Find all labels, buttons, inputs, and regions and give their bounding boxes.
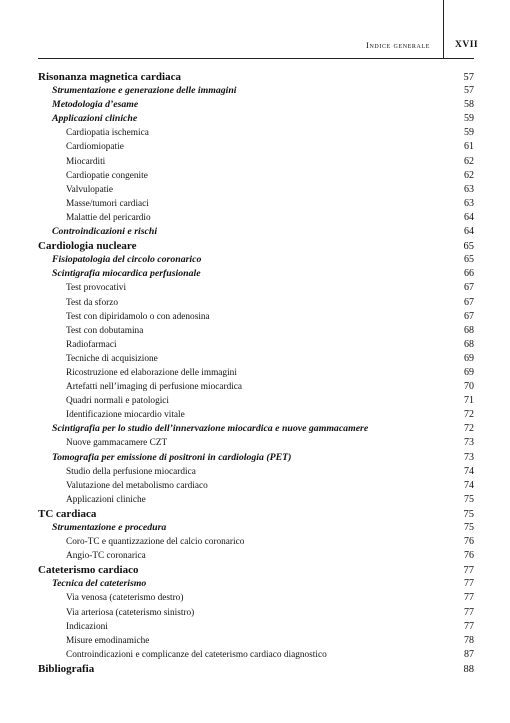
toc-subsection-entry <box>38 338 474 352</box>
toc-subsection-entry <box>38 380 474 394</box>
toc-entry-page: 70 <box>464 381 474 393</box>
toc-subsection-entry <box>38 535 474 549</box>
toc-entry-title: Tecniche di acquisizione <box>66 353 158 364</box>
toc-entry-page: 67 <box>464 282 474 294</box>
toc-subsection-entry <box>38 281 474 295</box>
toc-entry-page: 71 <box>464 395 474 407</box>
toc-subsection-entry <box>38 324 474 338</box>
toc-entry-page: 67 <box>464 310 474 322</box>
toc-section-entry <box>38 253 474 267</box>
toc-entry-title: Quadri normali e patologici <box>66 396 170 407</box>
toc-subsection-entry <box>38 606 474 620</box>
toc-entry-title: Cardiopatie congenite <box>66 170 148 181</box>
toc-section-entry <box>38 112 474 126</box>
toc-entry-page: 68 <box>464 338 474 350</box>
toc-entry-title: Cardiomiopatie <box>66 142 124 153</box>
toc-entry-title: Test con dobutamina <box>66 325 144 336</box>
toc-entry-page: 77 <box>463 565 474 577</box>
toc-entry-page: 59 <box>464 113 474 125</box>
toc-section-entry <box>38 422 474 436</box>
toc-subsection-entry <box>38 634 474 648</box>
toc-entry-page: 65 <box>464 254 474 266</box>
toc-subsection-entry <box>38 479 474 493</box>
toc-entry-page: 62 <box>464 155 474 167</box>
toc-subsection-entry <box>38 465 474 479</box>
toc-subsection-entry <box>38 183 474 197</box>
toc-subsection-entry <box>38 310 474 324</box>
toc-entry-title: Angio-TC coronarica <box>66 551 146 562</box>
toc-entry-page: 61 <box>464 141 474 153</box>
toc-subsection-entry <box>38 620 474 634</box>
toc-entry-page: 73 <box>464 437 474 449</box>
toc-entry-title: Misure emodinamiche <box>66 635 150 646</box>
toc-entry-title: Test provocativi <box>66 283 127 294</box>
toc-subsection-entry <box>38 394 474 408</box>
toc-entry-page: 62 <box>464 169 474 181</box>
toc-entry-page: 74 <box>464 465 474 477</box>
toc-entry-page: 59 <box>464 127 474 139</box>
toc-chapter-entry <box>38 507 474 521</box>
toc-entry-title: Cardiologia nucleare <box>38 240 137 253</box>
toc-entry-page: 65 <box>463 241 474 253</box>
toc-entry-title: Scintigrafia per lo studio dell’innervazione miocardica e nuove gammacamere <box>52 423 369 435</box>
toc-entry-page: 72 <box>464 423 474 435</box>
toc-subsection-entry <box>38 197 474 211</box>
toc-section-entry <box>38 267 474 281</box>
toc-chapter-entry <box>38 662 474 676</box>
toc-entry-title: Identificazione miocardio vitale <box>66 410 185 421</box>
table-of-contents <box>38 70 474 676</box>
toc-entry-title: Masse/tumori cardiaci <box>66 198 149 209</box>
toc-entry-page: 63 <box>464 197 474 209</box>
toc-subsection-entry <box>38 591 474 605</box>
toc-chapter-entry <box>38 70 474 84</box>
toc-entry-page: 75 <box>464 493 474 505</box>
toc-entry-title: Via venosa (cateterismo destro) <box>66 593 184 604</box>
toc-subsection-entry <box>38 155 474 169</box>
toc-entry-title: Ricostruzione ed elaborazione delle immagini <box>66 367 237 378</box>
toc-entry-title: Cateterismo cardiaco <box>38 564 139 577</box>
toc-entry-title: Radiofarmaci <box>66 339 117 350</box>
toc-entry-title: Bibliografia <box>38 662 95 675</box>
toc-entry-page: 63 <box>464 183 474 195</box>
toc-entry-page: 78 <box>464 634 474 646</box>
toc-entry-page: 73 <box>464 451 474 463</box>
toc-entry-title: Indicazioni <box>66 621 108 632</box>
toc-entry-title: Controindicazioni e rischi <box>52 226 158 238</box>
toc-entry-page: 76 <box>464 550 474 562</box>
toc-entry-page: 75 <box>463 508 474 520</box>
toc-entry-page: 64 <box>464 226 474 238</box>
toc-entry-page: 75 <box>464 522 474 533</box>
toc-section-entry <box>38 98 474 112</box>
toc-entry-page: 58 <box>464 99 474 111</box>
toc-entry-title: Test con dipiridamolo o con adenosina <box>66 311 210 322</box>
toc-entry-page: 88 <box>463 663 474 675</box>
toc-section-entry <box>38 225 474 239</box>
toc-entry-page: 64 <box>464 211 474 223</box>
toc-subsection-entry <box>38 648 474 662</box>
header-horizontal-rule <box>38 58 474 59</box>
toc-entry-title: Nuove gammacamere CZT <box>66 438 168 449</box>
toc-entry-title: Fisiopatologia del circolo coronarico <box>52 254 202 266</box>
toc-entry-title: Tomografia per emissione di positroni in cardiologia (PET) <box>52 451 292 463</box>
toc-entry-title: Malattie del pericardio <box>66 212 151 223</box>
toc-entry-title: Artefatti nell’imaging di perfusione miocardica <box>66 382 243 393</box>
toc-entry-page: 67 <box>464 296 474 308</box>
toc-entry-title: Applicazioni cliniche <box>66 494 146 505</box>
toc-entry-title: Studio della perfusione miocardica <box>66 466 196 477</box>
toc-entry-title: Coro-TC e quantizzazione del calcio coronarico <box>66 537 245 548</box>
toc-subsection-entry <box>38 169 474 183</box>
toc-section-entry <box>38 577 474 591</box>
toc-subsection-entry <box>38 366 474 380</box>
toc-subsection-entry <box>38 408 474 422</box>
toc-entry-page: 66 <box>464 268 474 280</box>
toc-entry-title: Applicazioni cliniche <box>52 113 138 125</box>
toc-subsection-entry <box>38 493 474 507</box>
toc-entry-title: Controindicazioni e complicanze del cateterismo cardiaco diagnostico <box>66 649 327 660</box>
toc-entry-page: 87 <box>464 648 474 660</box>
page-number: XVII <box>455 40 479 50</box>
toc-entry-page: 68 <box>464 324 474 336</box>
toc-entry-page: 74 <box>464 479 474 491</box>
toc-subsection-entry <box>38 126 474 140</box>
toc-subsection-entry <box>38 296 474 310</box>
toc-entry-title: Test da sforzo <box>66 297 119 308</box>
header-vertical-rule <box>443 0 444 58</box>
toc-entry-page: 76 <box>464 536 474 548</box>
toc-entry-page: 77 <box>464 606 474 618</box>
toc-subsection-entry <box>38 140 474 154</box>
toc-entry-title: TC cardiaca <box>38 507 97 520</box>
toc-subsection-entry <box>38 549 474 563</box>
toc-chapter-entry <box>38 563 474 577</box>
toc-section-entry <box>38 521 474 535</box>
toc-entry-page: 69 <box>464 352 474 364</box>
toc-section-entry <box>38 451 474 465</box>
toc-entry-page: 72 <box>464 409 474 421</box>
toc-section-entry <box>38 84 474 98</box>
toc-chapter-entry <box>38 239 474 253</box>
toc-entry-title: Strumentazione e procedura <box>52 522 167 533</box>
toc-entry-title: Valutazione del metabolismo cardiaco <box>66 480 208 491</box>
toc-entry-title: Valvulopatie <box>66 184 113 195</box>
running-header-title: Indice generale <box>366 40 430 50</box>
toc-entry-page: 77 <box>464 578 474 590</box>
toc-subsection-entry <box>38 211 474 225</box>
toc-entry-title: Metodologia d’esame <box>52 99 139 111</box>
toc-entry-title: Cardiopatia ischemica <box>66 128 149 139</box>
toc-entry-title: Risonanza magnetica cardiaca <box>38 71 181 83</box>
toc-entry-page: 57 <box>464 85 474 97</box>
toc-entry-title: Miocarditi <box>66 156 106 167</box>
toc-entry-page: 77 <box>464 592 474 604</box>
toc-entry-title: Strumentazione e generazione delle immagini <box>52 85 237 97</box>
toc-subsection-entry <box>38 436 474 450</box>
toc-entry-page: 69 <box>464 366 474 378</box>
toc-subsection-entry <box>38 352 474 366</box>
toc-entry-title: Scintigrafia miocardica perfusionale <box>52 268 201 280</box>
toc-entry-title: Via arteriosa (cateterismo sinistro) <box>66 607 195 618</box>
toc-entry-page: 57 <box>463 72 474 83</box>
toc-entry-page: 77 <box>464 620 474 632</box>
toc-entry-title: Tecnica del cateterismo <box>52 578 147 590</box>
